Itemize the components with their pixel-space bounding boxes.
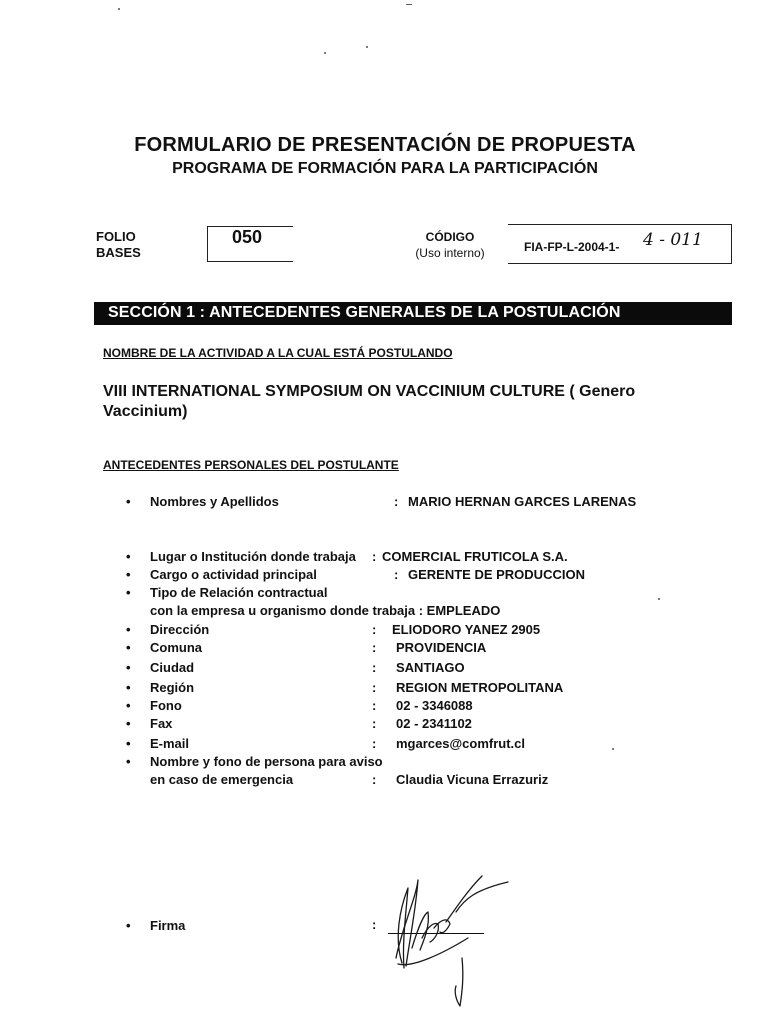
form-subtitle: PROGRAMA DE FORMACIÓN PARA LA PARTICIPACIÓN bbox=[172, 160, 598, 177]
field-label: Región bbox=[150, 680, 195, 695]
scan-speck bbox=[118, 8, 120, 10]
field-colon: : bbox=[372, 640, 377, 655]
field-colon: : bbox=[394, 494, 399, 509]
field-value: COMERCIAL FRUTICOLA S.A. bbox=[382, 549, 568, 564]
handwritten-signature bbox=[372, 868, 522, 1018]
field-value: GERENTE DE PRODUCCION bbox=[408, 567, 585, 582]
codigo-sublabel: (Uso interno) bbox=[415, 246, 485, 260]
field-colon: : bbox=[372, 660, 377, 675]
field-colon: : bbox=[372, 772, 377, 787]
bullet: • bbox=[126, 918, 131, 933]
field-colon: : bbox=[372, 698, 377, 713]
field-value: Claudia Vicuna Errazuriz bbox=[396, 772, 549, 787]
folio-label: FOLIO BASES bbox=[96, 229, 141, 260]
field-label: Fono bbox=[150, 698, 182, 713]
field-label: Tipo de Relación contractual bbox=[150, 585, 328, 600]
bullet: • bbox=[126, 494, 131, 509]
field-value: 02 - 2341102 bbox=[396, 716, 472, 731]
field-label: E-mail bbox=[150, 736, 190, 751]
bullet: • bbox=[126, 698, 131, 713]
field-value: MARIO HERNAN GARCES LARENAS bbox=[408, 494, 637, 509]
field-label: Ciudad bbox=[150, 660, 195, 675]
section-header: SECCIÓN 1 : ANTECEDENTES GENERALES DE LA POSTULACIÓN bbox=[94, 302, 732, 325]
field-value: REGION METROPOLITANA bbox=[396, 680, 564, 695]
form-title: FORMULARIO DE PRESENTACIÓN DE PROPUESTA bbox=[134, 134, 636, 156]
field-colon: : bbox=[372, 716, 377, 731]
field-colon: : bbox=[372, 622, 377, 637]
bullet: • bbox=[126, 716, 131, 731]
bullet: • bbox=[126, 567, 131, 582]
field-label: Dirección bbox=[150, 622, 210, 637]
field-label: Comuna bbox=[150, 640, 202, 655]
codigo-handwritten: 4 - 011 bbox=[643, 230, 703, 250]
field-label: Nombres y Apellidos bbox=[150, 494, 279, 509]
field-label: Firma bbox=[150, 918, 186, 933]
field-label: Fax bbox=[150, 716, 173, 731]
activity-name: VIII INTERNATIONAL SYMPOSIUM ON VACCINIUM CULTURE ( Genero Vaccinium) bbox=[103, 383, 636, 420]
scan-speck bbox=[324, 52, 326, 54]
field-value: 02 - 3346088 bbox=[396, 698, 473, 713]
field-label: Cargo o actividad principal bbox=[150, 567, 317, 582]
firma-colon: : bbox=[372, 917, 377, 932]
bullet: • bbox=[126, 660, 131, 675]
field-colon: : bbox=[372, 549, 377, 564]
folio-number: 050 bbox=[232, 227, 263, 247]
bullet: • bbox=[126, 736, 131, 751]
personal-heading: ANTECEDENTES PERSONALES DEL POSTULANTE bbox=[103, 458, 399, 472]
scan-speck bbox=[612, 748, 614, 750]
field-label: en caso de emergencia bbox=[150, 772, 294, 787]
codigo-label: CÓDIGO (Uso interno) bbox=[405, 229, 495, 261]
field-emergencia-cont bbox=[150, 772, 549, 788]
scan-speck bbox=[366, 46, 368, 48]
activity-heading: NOMBRE DE LA ACTIVIDAD A LA CUAL ESTÁ POSTULANDO bbox=[103, 346, 453, 360]
field-value: PROVIDENCIA bbox=[396, 640, 487, 655]
bullet: • bbox=[126, 640, 131, 655]
field-colon: : bbox=[372, 736, 377, 751]
field-label: Lugar o Institución donde trabaja bbox=[150, 549, 356, 564]
bullet: • bbox=[126, 549, 131, 564]
field-label: Nombre y fono de persona para aviso bbox=[150, 754, 383, 769]
bullet: • bbox=[126, 585, 131, 600]
codigo-value: FIA-FP-L-2004-1- bbox=[524, 240, 620, 254]
field-tipo-relacion-cont: con la empresa u organismo donde trabaja : EMPLEADO bbox=[150, 603, 501, 618]
field-colon: : bbox=[394, 567, 399, 582]
scan-speck bbox=[658, 598, 660, 600]
field-value: ELIODORO YANEZ 2905 bbox=[392, 622, 541, 637]
bullet: • bbox=[126, 754, 131, 769]
field-value: mgarces@comfrut.cl bbox=[396, 736, 525, 751]
bullet: • bbox=[126, 622, 131, 637]
field-value: SANTIAGO bbox=[396, 660, 465, 675]
bullet: • bbox=[126, 680, 131, 695]
field-colon: : bbox=[372, 680, 377, 695]
scan-speck bbox=[406, 4, 412, 5]
